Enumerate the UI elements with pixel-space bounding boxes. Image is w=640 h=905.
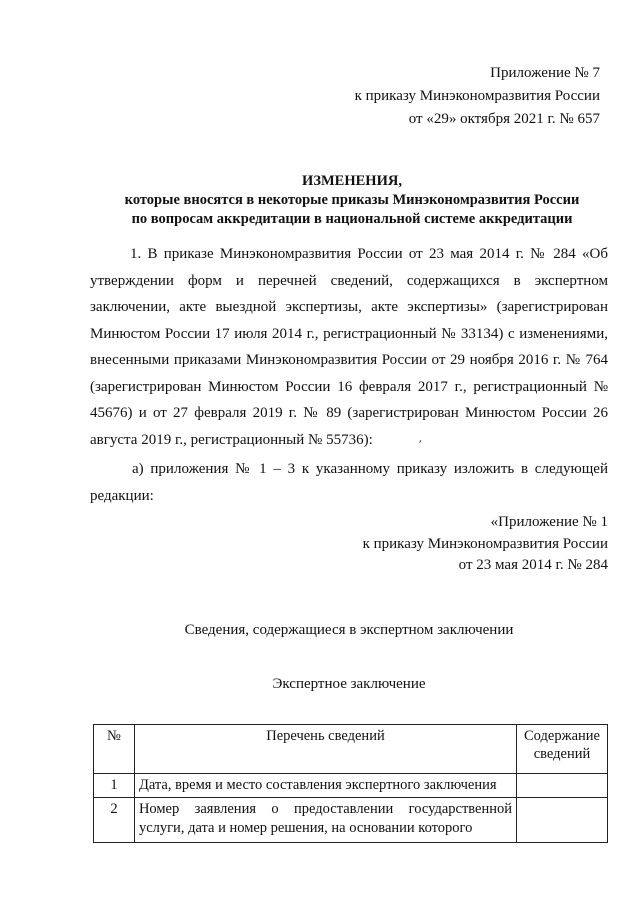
paragraph-1 — [90, 241, 608, 453]
row-text: Дата, время и место составления экспертного заключения — [134, 774, 516, 798]
appendix-order-ref: к приказу Минэкономразвития России — [354, 88, 600, 104]
row-value — [517, 774, 608, 798]
heading-title: ИЗМЕНЕНИЯ, — [302, 173, 402, 189]
paragraph-2: а) приложения № 1 – 3 к указанному приказу изложить в следующей редакции: — [90, 461, 608, 504]
paragraph-1-text: 1. В приказе Минэкономразвития России от 23 мая 2014 г. № 284 «Об утверждении форм и перечней сведений, содержащихся в экспертном заключении, акте выездной экспертизы, акте экспертизы» (зарегистрирован Минюстом России 17 июля 2014 г., регистрационный № 33134) с изменениями, внесенными приказами Минэкономразвития России от 29 ноября 2016 г. № 764 (зарегистрирован Минюстом России 16 февраля 2017 г., регистрационный № 45676) и от 27 февраля 2019 г. № 89 (зарегистрирован Минюстом России 26 августа 2019 г., регистрационный № 55736): — [90, 246, 608, 448]
header-num: № — [94, 725, 135, 774]
document-heading — [96, 172, 608, 229]
heading-subtitle-2: по вопросам аккредитации в национальной системе аккредитации — [131, 211, 573, 227]
quoted-appendix-order-date: от 23 мая 2014 г. № 284 — [458, 557, 608, 573]
expert-conclusion-title: Экспертное заключение — [272, 676, 426, 692]
info-table — [93, 724, 608, 843]
row-value — [517, 798, 608, 843]
pen-mark-icon: ʹ — [416, 436, 423, 451]
table-header-row — [94, 725, 608, 774]
info-section-title: Сведения, содержащиеся в экспертном заключении — [184, 622, 514, 638]
header-list: Перечень сведений — [134, 725, 516, 774]
appendix-number: Приложение № 7 — [490, 65, 600, 81]
quoted-appendix-order-ref: к приказу Минэкономразвития России — [362, 535, 608, 552]
appendix-header — [355, 62, 600, 131]
table-row — [94, 798, 608, 843]
heading-subtitle-1: которые вносятся в некоторые приказы Минэкономразвития России — [124, 192, 580, 208]
row-num: 1 — [94, 774, 135, 798]
table-row — [94, 774, 608, 798]
row-text: Номер заявления о предоставлении государственной услуги, дата и номер решения, на основании которого — [134, 798, 516, 843]
appendix-order-date: от «29» октября 2021 г. № 657 — [408, 111, 600, 127]
quoted-appendix-header — [363, 512, 608, 577]
quoted-appendix-number: «Приложение № 1 — [490, 514, 608, 530]
row-num: 2 — [94, 798, 135, 843]
header-content: Содержание сведений — [517, 725, 608, 774]
